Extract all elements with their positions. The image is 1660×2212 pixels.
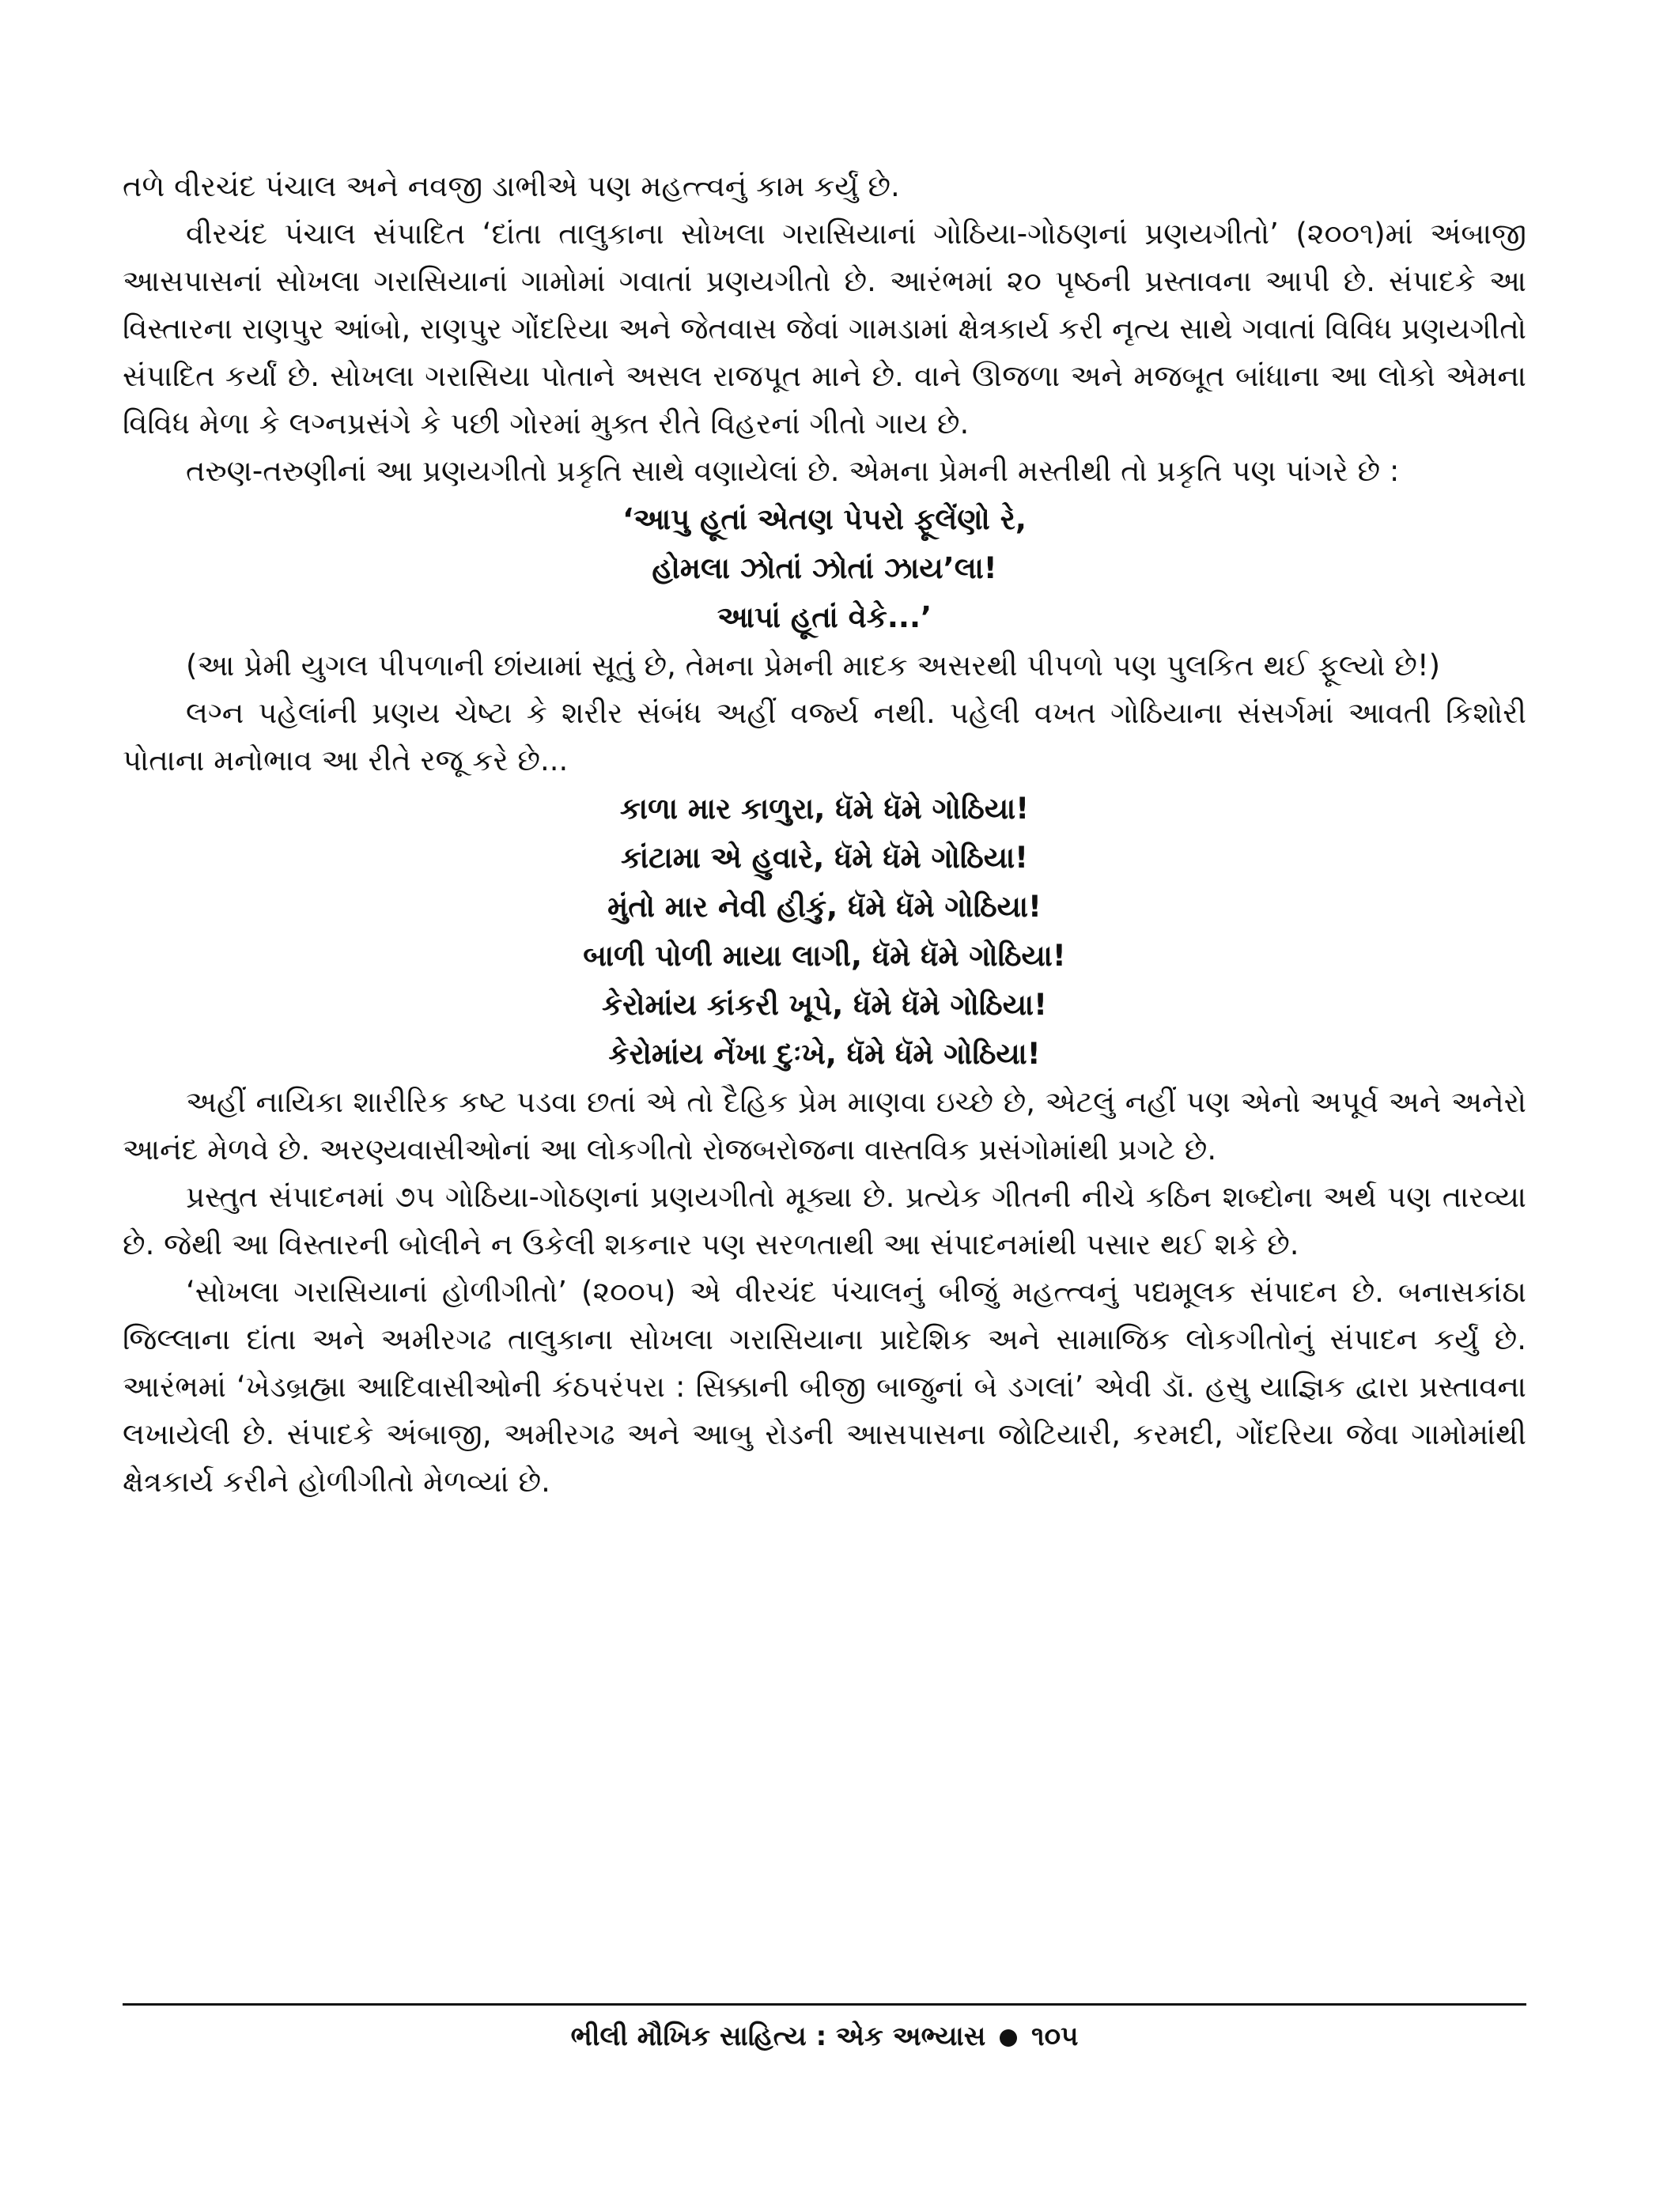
verse-line: ‘આપુ હૂતાં એતણ પેપરો ફૂલેંણો રે, [622,502,1027,536]
verse-line: આપાં હૂતાં વેકે...’ [717,600,932,634]
footer-divider [123,2003,1526,2006]
verse-line: કેરોમાંય નેંખા દુઃખે, ધૅમે ધૅમે ગોઠિયા! [608,1037,1041,1071]
verse-line: હોમલા ઝોતાં ઝોતાં ઝાય’લા! [652,551,997,585]
paragraph-4: (આ પ્રેમી યુગલ પીપળાની છાંયામાં સૂતું છે, તેમના પ્રેમની માદક અસરથી પીપળો પણ પુલકિત થઈ ફૂલ્યો છે!) [186,648,1441,683]
verse-line: મુંતો માર નેવી હીકું, ધૅમે ધૅમે ગોઠિયા! [607,890,1042,924]
paragraph-5: લગ્ન પહેલાંની પ્રણય ચેષ્ટા કે શરીર સંબંધ અહીં વર્જ્ય નથી. પહેલી વખત ગોઠિયાના સંસર્ગમાં આવતી કિશોરી પોતાના મનોભાવ આ રીતે રજૂ કરે છે... [123,696,1526,777]
verse-line: કાંટામા એ હુવારે, ધૅમે ધૅમે ગોઠિયા! [620,841,1029,875]
verse-block-2 [123,785,1526,1079]
paragraph-3: તરુણ-તરુણીનાં આ પ્રણયગીતો પ્રકૃતિ સાથે વણાયેલાં છે. એમના પ્રેમની મસ્તીથી તો પ્રકૃતિ પણ પાંગરે છે : [186,454,1400,488]
body-text [123,163,1526,1506]
page-footer [123,2017,1526,2056]
verse-line: કેરોમાંય કાંકરી ખૂપે, ધૅમે ધૅમે ગોઠિયા! [602,988,1047,1022]
paragraph-8: ‘સોખલા ગરાસિયાનાં હોળીગીતો’ (૨૦૦૫) એ વીરચંદ પંચાલનું બીજું મહત્ત્વનું પદ્યમૂલક સંપાદન છે. બનાસકાંઠા જિલ્લાના દાંતા અને અમીરગઢ તાલુકાના સોખલા ગરાસિયાના પ્રાદેશિક અને સામાજિક લોકગીતોનું સંપાદન કર્યું છે. આરંભમાં ‘ખેડબ્રહ્મા આદિવાસીઓની કંઠપરંપરા : સિક્કાની બીજી બાજુનાં બે ડગલાં’ એવી ડૉ. હસુ યાજ્ઞિક દ્વારા પ્રસ્તાવના લખાયેલી છે. સંપાદકે અંબાજી, અમીરગઢ અને આબુ રોડની આસપાસના જોટિયારી, કરમદી, ગોંદરિયા જેવા ગામોમાંથી ક્ષેત્રકાર્ય કરીને હોળીગીતો મેળવ્યાં છે. [123,1275,1526,1499]
paragraph-2: વીરચંદ પંચાલ સંપાદિત ‘દાંતા તાલુકાના સોખલા ગરાસિયાનાં ગોઠિયા-ગોઠણનાં પ્રણયગીતો’ (૨૦૦૧)માં અંબાજી આસપાસનાં સોખલા ગરાસિયાનાં ગામોમાં ગવાતાં પ્રણયગીતો છે. આરંભમાં ૨૦ પૃષ્ઠની પ્રસ્તાવના આપી છે. સંપાદકે આ વિસ્તારના રાણપુર આંબો, રાણપુર ગોંદરિયા અને જેતવાસ જેવાં ગામડામાં ક્ષેત્રકાર્ય કરી નૃત્ય સાથે ગવાતાં વિવિધ પ્રણયગીતો સંપાદિત કર્યાં છે. સોખલા ગરાસિયા પોતાને અસલ રાજપૂત માને છે. વાને ઊજળા અને મજબૂત બાંધાના આ લોકો એમના વિવિધ મેળા કે લગ્નપ્રસંગે કે પછી ગોરમાં મુક્ત રીતે વિહરનાં ગીતો ગાય છે. [123,217,1526,441]
paragraph-6: અહીં નાયિકા શારીરિક કષ્ટ પડવા છતાં એ તો દૈહિક પ્રેમ માણવા ઇચ્છે છે, એટલું નહીં પણ એનો અપૂર્વ અને અનેરો આનંદ મેળવે છે. અરણ્યવાસીઓનાં આ લોકગીતો રોજબરોજના વાસ્તવિક પ્રસંગોમાંથી પ્રગટે છે. [123,1085,1526,1166]
bullet-icon [1000,2029,1017,2047]
page-number: ૧૦૫ [1030,2021,1079,2052]
paragraph-1: તળે વીરચંદ પંચાલ અને નવજી ડાભીએ પણ મહત્ત્વનું કામ કર્યું છે. [123,169,900,203]
footer-book-title: ભીલી મૌખિક સાહિત્ય : એક અભ્યાસ [570,2021,986,2052]
paragraph-7: પ્રસ્તુત સંપાદનમાં ૭૫ ગોઠિયા-ગોઠણનાં પ્રણયગીતો મૂક્યા છે. પ્રત્યેક ગીતની નીચે કઠિન શબ્દોના અર્થ પણ તારવ્યા છે. જેથી આ વિસ્તારની બોલીને ન ઉકેલી શકનાર પણ સરળતાથી આ સંપાદનમાંથી પસાર થઈ શકે છે. [123,1180,1526,1261]
verse-line: કાળા માર કાળુરા, ધૅમે ધૅમે ગોઠિયા! [619,792,1030,826]
verse-block-1 [123,495,1526,642]
verse-line: બાળી પોળી માયા લાગી, ધૅમે ધૅમે ગોઠિયા! [583,939,1066,973]
